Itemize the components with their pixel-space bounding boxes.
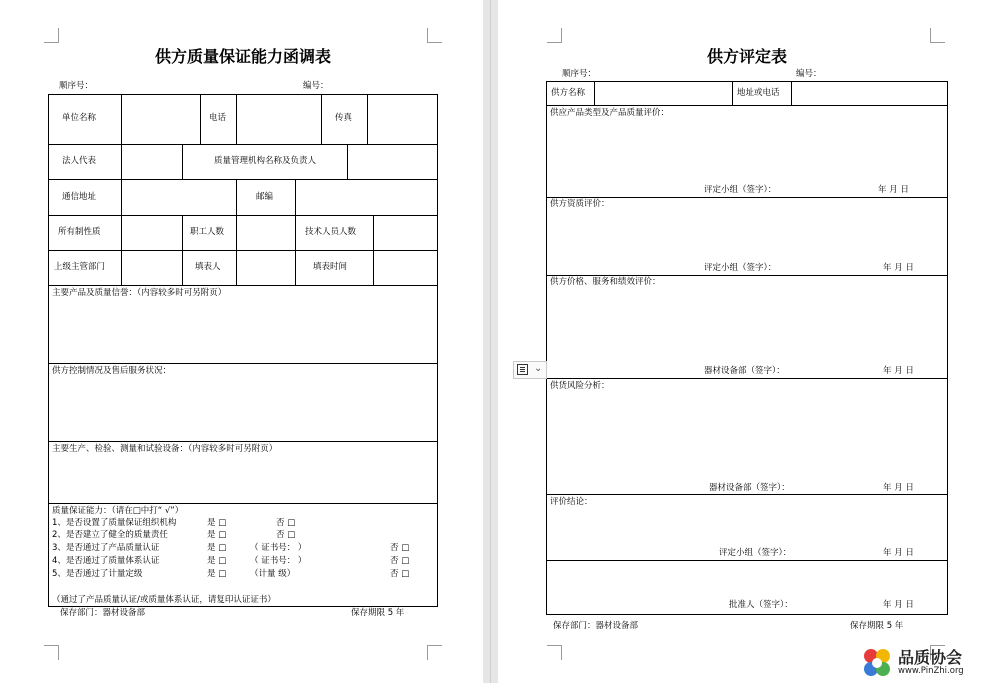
address-phone-label: 地址或电话 — [737, 88, 780, 98]
signature-label: 评定小组（签字）： — [719, 548, 792, 558]
equipment-label: 主要生产、检验、测量和试验设备：（内容较多时可另附页） — [52, 444, 278, 454]
no-checkbox[interactable]: 否 □ — [390, 543, 410, 553]
capability-question: 4、是否通过了质量体系认证 — [52, 556, 160, 566]
chevron-down-icon: ⌄ — [534, 363, 543, 374]
date-label: 年 月 日 — [883, 483, 914, 493]
date-label: 年 月 日 — [883, 366, 914, 376]
section-label: 供应产品类型及产品质量评价： — [550, 108, 670, 118]
section-label: 供方资质评价： — [550, 199, 610, 209]
fill-time-label: 填表时间 — [313, 262, 348, 272]
yes-checkbox[interactable]: 是 □ — [207, 569, 227, 579]
supplier-name-label: 供方名称 — [551, 88, 586, 98]
postcode-label: 邮编 — [256, 192, 274, 202]
footer-retention: 保存期限 5 年 — [850, 621, 904, 631]
crop-mark — [547, 645, 562, 660]
section-label: 评价结论： — [550, 497, 593, 507]
yes-checkbox[interactable]: 是 □ — [207, 556, 227, 566]
layout-options-button[interactable] — [513, 361, 547, 379]
sequence-label: 顺序号： — [562, 69, 597, 79]
number-label: 编号： — [796, 69, 822, 79]
crop-mark — [427, 645, 442, 660]
tech-staff-label: 技术人员人数 — [305, 227, 357, 237]
company-name-label: 单位名称 — [62, 113, 97, 123]
date-label: 年 月 日 — [883, 600, 914, 610]
number-label: 编号： — [303, 81, 329, 91]
address-label: 通信地址 — [62, 192, 97, 202]
layout-icon — [517, 364, 528, 375]
legal-rep-label: 法人代表 — [62, 156, 97, 166]
crop-mark — [44, 28, 59, 43]
no-checkbox[interactable]: 否 □ — [390, 569, 410, 579]
date-label: 年 月 日 — [883, 548, 914, 558]
watermark-url: www.PinZhi.org — [898, 666, 964, 676]
watermark-name: 品质协会 — [898, 648, 963, 667]
no-checkbox[interactable]: 否 □ — [276, 530, 296, 540]
capability-question: 5、是否通过了计量定级 — [52, 569, 143, 579]
no-checkbox[interactable]: 否 □ — [390, 556, 410, 566]
filled-by-label: 填表人 — [195, 262, 221, 272]
form-title: 供方评定表 — [706, 47, 787, 66]
page-divider — [490, 0, 491, 683]
capability-question: 3、是否通过了产品质量认证 — [52, 543, 160, 553]
evaluation-table — [546, 81, 948, 615]
document-page-right — [498, 0, 983, 683]
quality-org-label: 质量管理机构名称及负责人 — [214, 156, 317, 166]
staff-count-label: 职工人数 — [190, 227, 225, 237]
signature-label: 评定小组（签字）： — [704, 185, 777, 195]
metering-grade: （计量 级） — [250, 569, 296, 579]
footer-department: 保存部门：器材设备部 — [553, 621, 639, 631]
flower-logo-icon — [860, 646, 894, 680]
signature-label: 评定小组（签字）： — [704, 263, 777, 273]
footer-department: 保存部门：器材设备部 — [60, 608, 146, 618]
products-reputation-label: 主要产品及质量信誉：（内容较多时可另附页） — [52, 288, 227, 298]
footer-retention: 保存期限 5 年 — [351, 608, 405, 618]
superior-dept-label: 上级主管部门 — [54, 262, 106, 272]
crop-mark — [547, 28, 562, 43]
crop-mark — [44, 645, 59, 660]
signature-label: 器材设备部（签字）： — [709, 483, 790, 493]
date-label: 年 月 日 — [883, 263, 914, 273]
crop-mark — [930, 28, 945, 43]
form-title: 供方质量保证能力函调表 — [154, 47, 331, 66]
yes-checkbox[interactable]: 是 □ — [207, 518, 227, 528]
fax-label: 传真 — [335, 113, 353, 123]
no-checkbox[interactable]: 否 □ — [276, 518, 296, 528]
approver-signature-label: 批准人（签字）： — [729, 600, 793, 610]
certificate-number: （ 证书号： ） — [250, 543, 307, 553]
certificate-note: （通过了产品质量认证/或质量体系认证，请复印认证证书） — [52, 595, 276, 605]
yes-checkbox[interactable]: 是 □ — [207, 530, 227, 540]
ownership-label: 所有制性质 — [58, 227, 101, 237]
yes-checkbox[interactable]: 是 □ — [207, 543, 227, 553]
watermark-logo — [860, 642, 983, 683]
date-label: 年 月 日 — [878, 185, 909, 195]
capability-title: 质量保证能力：（请在□中打“ √”） — [52, 506, 184, 516]
supplier-control-label: 供方控制情况及售后服务状况： — [52, 366, 172, 376]
section-label: 供货风险分析： — [550, 381, 610, 391]
capability-question: 1、是否设置了质量保证组织机构 — [52, 518, 177, 528]
section-label: 供方价格、服务和绩效评价： — [550, 277, 661, 287]
certificate-number: （ 证书号： ） — [250, 556, 307, 566]
signature-label: 器材设备部（签字）： — [704, 366, 785, 376]
sequence-label: 顺序号： — [59, 81, 94, 91]
capability-question: 2、是否建立了健全的质量责任 — [52, 530, 168, 540]
phone-label: 电话 — [209, 113, 227, 123]
document-page-left — [0, 0, 483, 683]
crop-mark — [427, 28, 442, 43]
